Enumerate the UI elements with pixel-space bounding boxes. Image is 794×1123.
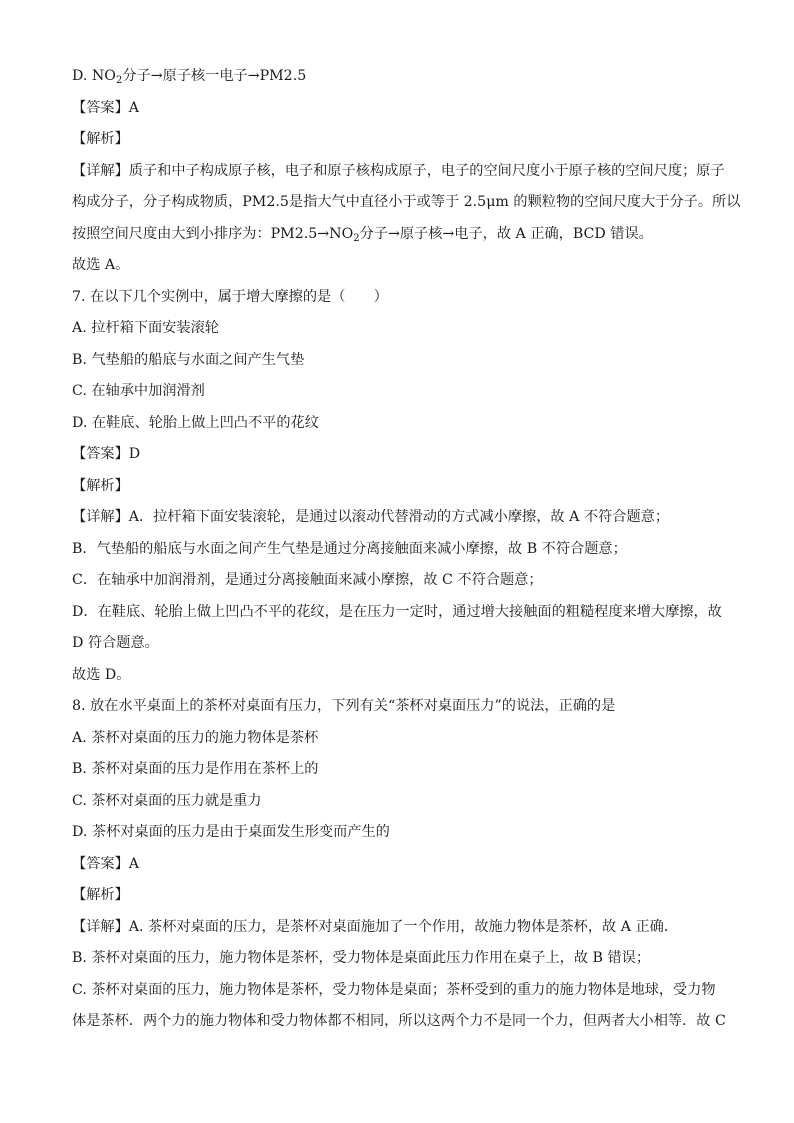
answer-q7: 【答案】D bbox=[72, 446, 141, 462]
option-d-q6 bbox=[72, 66, 724, 86]
text: 按照空间尺度由大到小排序为：PM2.5→NO bbox=[72, 226, 354, 242]
analysis-label-q6: 【解析】 bbox=[72, 131, 129, 147]
detail-q7-line2: B．气垫船的船底与水面之间产生气垫是通过分离接触面来减小摩擦，故 B 不符合题意； bbox=[72, 541, 627, 557]
detail-q7-line3: C．在轴承中加润滑剂，是通过分离接触面来减小摩擦，故 C 不符合题意； bbox=[72, 572, 543, 588]
option-c-q7: C. 在轴承中加润滑剂 bbox=[72, 383, 205, 399]
text: 分子→原子核一电子→PM2.5 bbox=[122, 68, 307, 84]
detail-q8-line2: B. 茶杯对桌面的压力，施力物体是茶杯，受力物体是桌面此压力作用在桌子上，故 B 错误； bbox=[72, 950, 651, 966]
detail-q6-line1: 【详解】质子和中子构成原子核，电子和原子核构成原子，电子的空间尺度小于原子核的空间尺度；原子 bbox=[72, 163, 725, 179]
answer-q8: 【答案】A bbox=[72, 856, 139, 872]
question-8: 8. 放在水平桌面上的茶杯对桌面有压力，下列有关“茶杯对桌面压力”的说法，正确的是 bbox=[72, 698, 616, 714]
option-b-q7: B. 气垫船的船底与水面之间产生气垫 bbox=[72, 352, 305, 368]
detail-q6-line3 bbox=[72, 224, 724, 244]
detail-q7-line4: D．在鞋底、轮胎上做上凹凸不平的花纹，是在压力一定时，通过增大接触面的粗糙程度来增大摩擦，故 bbox=[72, 604, 722, 620]
option-d-q7: D. 在鞋底、轮胎上做上凹凸不平的花纹 bbox=[72, 415, 319, 431]
option-a-q8: A. 茶杯对桌面的压力的施力物体是茶杯 bbox=[72, 730, 319, 746]
option-d-q8: D. 茶杯对桌面的压力是由于桌面发生形变而产生的 bbox=[72, 824, 390, 840]
option-c-q8: C. 茶杯对桌面的压力就是重力 bbox=[72, 793, 262, 809]
detail-q7-line5: D 符合题意。 bbox=[72, 635, 159, 651]
analysis-label-q7: 【解析】 bbox=[72, 478, 129, 494]
detail-q6-line2: 构成分子，分子构成物质，PM2.5是指大气中直径小于或等于 2.5μm 的颗粒物的空间尺度大于分子。所以 bbox=[72, 194, 741, 210]
detail-q8-line4: 体是茶杯．两个力的施力物体和受力物体都不相同，所以这两个力不是同一个力，但两者大小相等．故 C bbox=[72, 1013, 726, 1029]
subscript: 2 bbox=[353, 233, 360, 244]
option-a-q7: A. 拉杆箱下面安装滚轮 bbox=[72, 320, 219, 336]
detail-q8-line3: C. 茶杯对桌面的压力，施力物体是茶杯，受力物体是桌面；茶杯受到的重力的施力物体是地球，受力物 bbox=[72, 982, 716, 998]
analysis-label-q8: 【解析】 bbox=[72, 887, 129, 903]
conclusion-q7: 故选 D。 bbox=[72, 667, 131, 683]
conclusion-q6: 故选 A。 bbox=[72, 257, 130, 273]
detail-q7-line1: 【详解】A．拉杆箱下面安装滚轮，是通过以滚动代替滑动的方式减小摩擦，故 A 不符合题意； bbox=[72, 509, 670, 525]
text: 分子→原子核→电子，故 A 正确，BCD 错误。 bbox=[359, 226, 653, 242]
question-7: 7. 在以下几个实例中，属于增大摩擦的是（ ） bbox=[72, 289, 388, 305]
option-b-q8: B. 茶杯对桌面的压力是作用在茶杯上的 bbox=[72, 761, 319, 777]
subscript: 2 bbox=[115, 75, 123, 86]
detail-q8-line1: 【详解】A. 茶杯对桌面的压力，是茶杯对桌面施加了一个作用，故施力物体是茶杯，故 A 正确． bbox=[72, 919, 679, 935]
answer-q6: 【答案】A bbox=[72, 100, 139, 116]
text: D. NO bbox=[72, 68, 116, 84]
